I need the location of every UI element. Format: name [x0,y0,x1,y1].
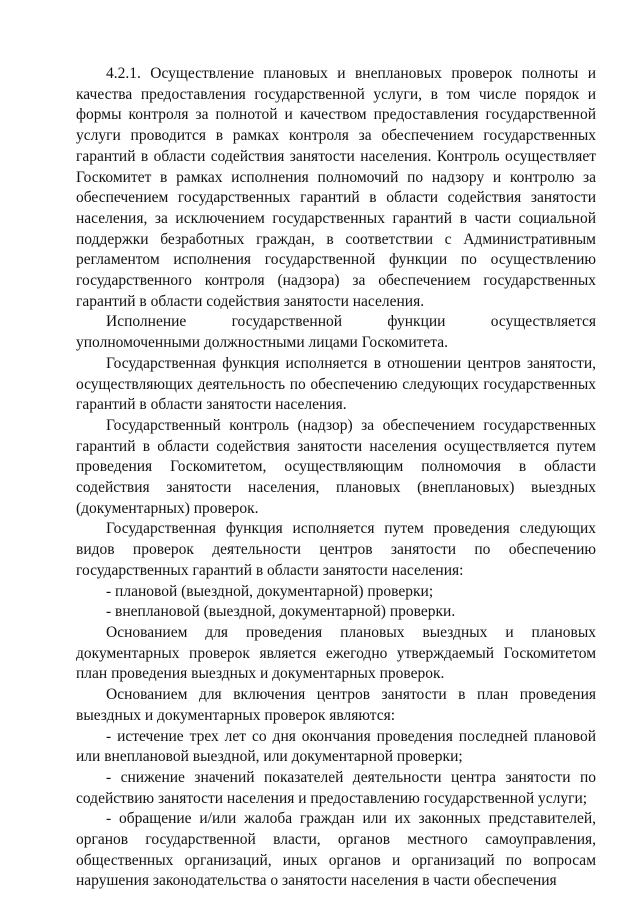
list-item-three-years: - истечение трех лет со дня окончания проведения последней плановой или внеплановой выездной, или документарной проверки; [76,727,596,766]
paragraph-inspection-types: Государственная функция исполняется путем проведения следующих видов проверок деятельности центров занятости по обеспечению государственных гарантий в области занятости населения: [76,520,596,579]
list-item-complaints: - обращение и/или жалоба граждан или их законных представителей, органов государственной власти, органов местного самоуправления, общественных организаций, иных органов и организаций по вопросам нарушения законодательства о занятости населения в части обеспечения [76,810,596,890]
paragraph-inclusion-grounds: Основанием для включения центров занятости в план проведения выездных и документарных проверок являются: [76,686,596,724]
list-item-unplanned-inspection: - внеплановой (выездной, документарной) проверки. [106,603,456,621]
paragraph-state-control: Государственный контроль (надзор) за обеспечением государственных гарантий в области содействия занятости населения осуществляется путем проведения Госкомитетом, осуществляющим полномочия в области содействия занятости населения, плановых (внеплановых) выездных (документарных) проверок. [76,416,596,517]
list-item-indicator-decrease: - снижение значений показателей деятельности центра занятости по содействию занятости населения и предоставлению государственной услуги; [76,768,596,807]
paragraph-planned-basis: Основанием для проведения плановых выездных и плановых документарных проверок является ежегодно утверждаемый Госкомитетом план проведения выездных и документарных проверок. [76,623,596,683]
paragraph-section-4-2-1: 4.2.1. Осуществление плановых и внеплановых проверок полноты и качества предоставления государственной услуги, в том числе порядок и формы контроля за полнотой и качеством предоставления государственной услуги проводится в рамках контроля за обеспечением государственных гарантий в области содействия занятости населения. Контроль осуществляет Госкомитет в рамках исполнения полномочий по надзору и контролю за обеспечением государственных гарантий в области содействия занятости населения, за исключением государственных гарантий в части социальной поддержки безработных граждан, в соответствии с Административным регламентом исполнения государственной функции по осуществлению государственного контроля (надзора) за обеспечением государственных гарантий в области содействия занятости населения. [76,65,596,310]
paragraph-function-execution: Исполнение государственной функции осуществляется уполномоченными должностными лицами Госкомитета. [76,313,596,352]
paragraph-employment-centers: Государственная функция исполняется в отношении центров занятости, осуществляющих деятельность по обеспечению следующих государственных гарантий в области занятости населения. [76,354,596,414]
list-item-planned-inspection: - плановой (выездной, документарной) проверки; [106,582,434,600]
document-page [76,64,596,892]
